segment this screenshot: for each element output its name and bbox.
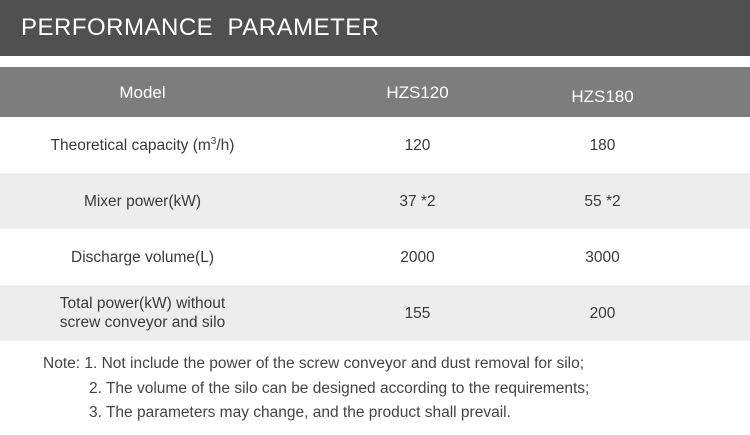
table-row-discharge-volume	[0, 229, 750, 285]
cell-total-power-hzs180: 200	[589, 304, 616, 322]
total-power-label-line1: Total power(kW) without	[59, 295, 226, 312]
cell-discharge-volume-hzs120: 2000	[400, 248, 435, 266]
capacity-label-unit: /h)	[216, 136, 235, 154]
capacity-label-text: Theoretical capacity (m	[50, 136, 211, 154]
header-hzs120: HZS120	[386, 82, 449, 102]
header-hzs180: HZS180	[571, 86, 634, 106]
title-banner	[0, 0, 750, 56]
table-row-mixer-power	[0, 173, 750, 229]
table-header-row	[0, 67, 750, 117]
cell-mixer-power-hzs120: 37 *2	[399, 192, 436, 210]
row-label-total-power	[0, 285, 285, 341]
note-line-2: 2. The volume of the silo can be designed according to the requirements;	[89, 379, 590, 397]
parameter-table	[0, 67, 750, 341]
cell-capacity-hzs180: 180	[589, 136, 616, 154]
table-row-capacity	[0, 117, 750, 173]
cell-capacity-hzs120: 120	[404, 136, 431, 154]
table-row-total-power	[0, 285, 750, 341]
row-label-mixer-power: Mixer power(kW)	[83, 192, 202, 210]
note-line-3: 3. The parameters may change, and the product shall prevail.	[89, 404, 511, 421]
cell-total-power-hzs120: 155	[404, 304, 431, 322]
notes-block	[43, 352, 589, 426]
total-power-label-line2: screw conveyor and silo	[59, 314, 226, 331]
header-model: Model	[119, 82, 166, 102]
capacity-label-superscript: 3	[210, 135, 217, 147]
row-label-discharge-volume: Discharge volume(L)	[71, 248, 214, 266]
note-line-1: Note: 1. Not include the power of the screw conveyor and dust removal for silo;	[43, 355, 585, 372]
cell-mixer-power-hzs180: 55 *2	[584, 192, 621, 210]
cell-discharge-volume-hzs180: 3000	[585, 248, 620, 266]
page-title: PERFORMANCE PARAMETER	[21, 14, 380, 41]
row-label-capacity	[0, 117, 285, 173]
